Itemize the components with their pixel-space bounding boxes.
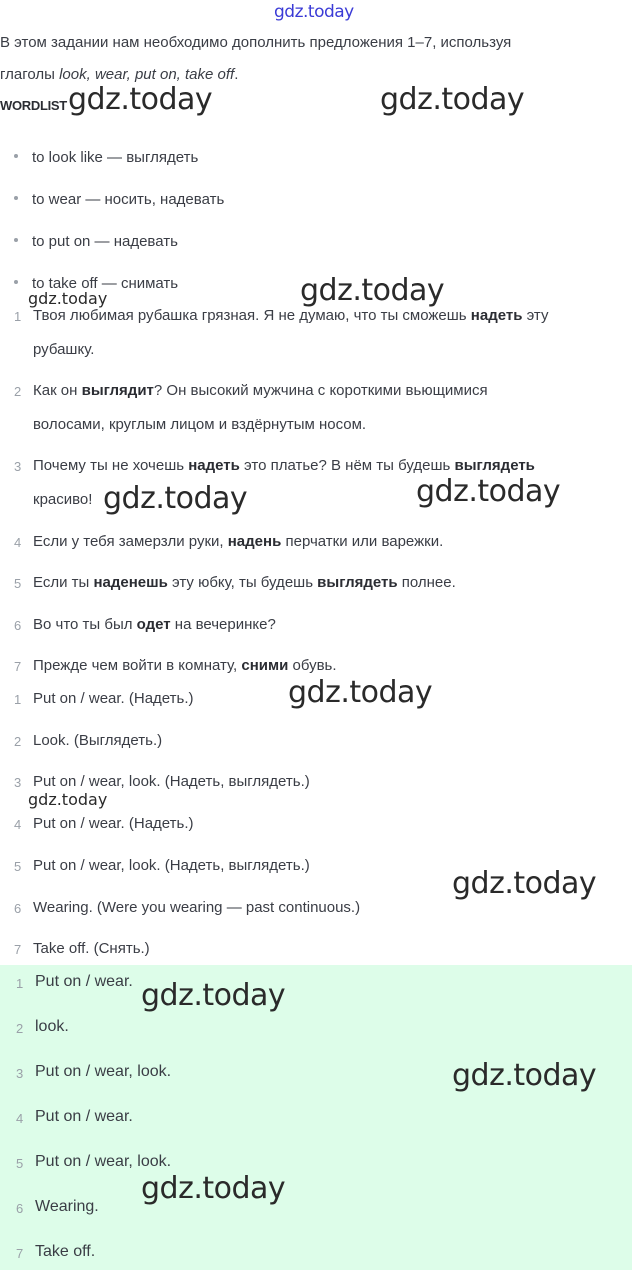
answer-explained: Wearing. (Were you wearing — past continuous.) bbox=[33, 899, 361, 916]
answer-explained: Put on / wear. (Надеть.) bbox=[33, 815, 194, 832]
final-answer: Wearing. bbox=[35, 1198, 99, 1215]
answer-explained: Look. (Выглядеть.) bbox=[33, 732, 163, 749]
sentence-text: ? Он высокий мужчина с короткими вьющимися bbox=[153, 382, 488, 399]
intro-line-2-prefix: глаголы bbox=[0, 66, 60, 83]
final-answer: Put on / wear. bbox=[35, 1108, 133, 1125]
sentence-text: Если ты bbox=[33, 574, 94, 591]
watermark: gdz.today bbox=[380, 82, 525, 117]
wordlist-item bbox=[14, 149, 198, 166]
intro-line-2-suffix: . bbox=[234, 66, 239, 83]
final-answer: Put on / wear. bbox=[35, 973, 133, 990]
intro-line-1: В этом задании нам необходимо дополнить предложения 1–7, используя bbox=[0, 34, 512, 51]
translation-line bbox=[33, 616, 276, 633]
sentence-text: это платье? В нём ты будешь bbox=[239, 457, 455, 474]
answer-number: 4 bbox=[14, 817, 22, 832]
item-number: 4 bbox=[14, 535, 22, 550]
answer-explained: Put on / wear, look. (Надеть, выглядеть.) bbox=[33, 857, 310, 874]
watermark: gdz.today bbox=[141, 978, 286, 1013]
watermark: gdz.today bbox=[452, 1058, 597, 1093]
sentence-text: эту bbox=[522, 307, 549, 324]
answer-number: 7 bbox=[14, 942, 22, 957]
sentence-text: полнее. bbox=[397, 574, 456, 591]
answer-number: 6 bbox=[14, 901, 22, 916]
item-number: 2 bbox=[14, 384, 22, 399]
answer-explained: Put on / wear, look. (Надеть, выглядеть.) bbox=[33, 773, 310, 790]
item-number: 3 bbox=[14, 459, 22, 474]
final-answer-number: 6 bbox=[16, 1201, 24, 1216]
final-answer-number: 1 bbox=[16, 976, 24, 991]
watermark-small: gdz.today bbox=[28, 790, 108, 809]
final-answer-number: 5 bbox=[16, 1156, 24, 1171]
watermark: gdz.today bbox=[141, 1171, 286, 1206]
answer-number: 1 bbox=[14, 692, 22, 707]
sentence-text: Если у тебя замерзли руки, bbox=[33, 533, 228, 550]
intro-verbs: look, wear, put on, take off bbox=[59, 66, 235, 83]
answer-number: 5 bbox=[14, 859, 22, 874]
sentence-text: перчатки или варежки. bbox=[281, 533, 444, 550]
watermark: gdz.today bbox=[68, 82, 213, 117]
item-number: 7 bbox=[14, 659, 22, 674]
item-number: 5 bbox=[14, 576, 22, 591]
watermark-small: gdz.today bbox=[28, 289, 108, 308]
final-answer-number: 7 bbox=[16, 1246, 24, 1261]
sentence-text: Прежде чем войти в комнату, bbox=[33, 657, 242, 674]
wordlist-title: WORDLIST bbox=[0, 98, 67, 113]
watermark: gdz.today bbox=[103, 481, 248, 516]
wordlist-item bbox=[14, 233, 178, 250]
highlighted-verb: выглядит bbox=[81, 382, 154, 399]
highlighted-verb: наденешь bbox=[93, 574, 168, 591]
highlighted-verb: надеть bbox=[188, 457, 240, 474]
final-answer-number: 4 bbox=[16, 1111, 24, 1126]
sentence-text: эту юбку, ты будешь bbox=[167, 574, 318, 591]
wordlist-item-text: to look like — выглядеть bbox=[32, 149, 199, 166]
final-answer: Put on / wear, look. bbox=[35, 1063, 172, 1080]
translation-line bbox=[33, 307, 548, 324]
translation-line bbox=[33, 457, 535, 474]
wordlist-item-text: to put on — надевать bbox=[32, 233, 178, 250]
watermark: gdz.today bbox=[300, 273, 445, 308]
watermark: gdz.today bbox=[452, 866, 597, 901]
final-answers-panel bbox=[0, 965, 632, 1270]
translation-line bbox=[33, 574, 456, 591]
translation-line-continued: рубашку. bbox=[33, 341, 95, 358]
highlighted-verb: сними bbox=[241, 657, 289, 674]
final-answer-number: 3 bbox=[16, 1066, 24, 1081]
translation-line bbox=[33, 533, 443, 550]
highlighted-verb: надеть bbox=[470, 307, 523, 324]
wordlist-item-text: to take off — снимать bbox=[32, 275, 179, 292]
sentence-text: на вечеринке? bbox=[170, 616, 276, 633]
bullet-dot-icon bbox=[14, 280, 18, 284]
answer-explained: Put on / wear. (Надеть.) bbox=[33, 690, 194, 707]
translation-line bbox=[33, 382, 488, 399]
sentence-text: Твоя любимая рубашка грязная. Я не думаю, что ты сможешь bbox=[33, 307, 471, 324]
translation-line-continued: красиво! bbox=[33, 491, 93, 508]
item-number: 6 bbox=[14, 618, 22, 633]
final-answer: Put on / wear, look. bbox=[35, 1153, 172, 1170]
final-answer-number: 2 bbox=[16, 1021, 24, 1036]
highlighted-verb: выглядеть bbox=[317, 574, 398, 591]
watermark: gdz.today bbox=[288, 675, 433, 710]
final-answer: look. bbox=[35, 1018, 69, 1035]
highlighted-verb: выглядеть bbox=[454, 457, 535, 474]
highlighted-verb: одет bbox=[136, 616, 171, 633]
answer-explained: Take off. (Снять.) bbox=[33, 940, 150, 957]
translation-line-continued: волосами, круглым лицом и вздёрнутым носом. bbox=[33, 416, 367, 433]
highlighted-verb: надень bbox=[227, 533, 282, 550]
item-number: 1 bbox=[14, 309, 22, 324]
bullet-dot-icon bbox=[14, 238, 18, 242]
sentence-text: Почему ты не хочешь bbox=[33, 457, 189, 474]
answer-number: 3 bbox=[14, 775, 22, 790]
bullet-dot-icon bbox=[14, 196, 18, 200]
sentence-text: обувь. bbox=[288, 657, 337, 674]
bullet-dot-icon bbox=[14, 154, 18, 158]
wordlist-item-text: to wear — носить, надевать bbox=[32, 191, 225, 208]
intro-line-2 bbox=[0, 66, 238, 83]
header-watermark: gdz.today bbox=[274, 2, 354, 22]
sentence-text: Во что ты был bbox=[33, 616, 137, 633]
final-answer: Take off. bbox=[35, 1243, 96, 1260]
sentence-text: Как он bbox=[33, 382, 82, 399]
answer-number: 2 bbox=[14, 734, 22, 749]
watermark: gdz.today bbox=[416, 474, 561, 509]
wordlist-item bbox=[14, 191, 224, 208]
translation-line bbox=[33, 657, 337, 674]
